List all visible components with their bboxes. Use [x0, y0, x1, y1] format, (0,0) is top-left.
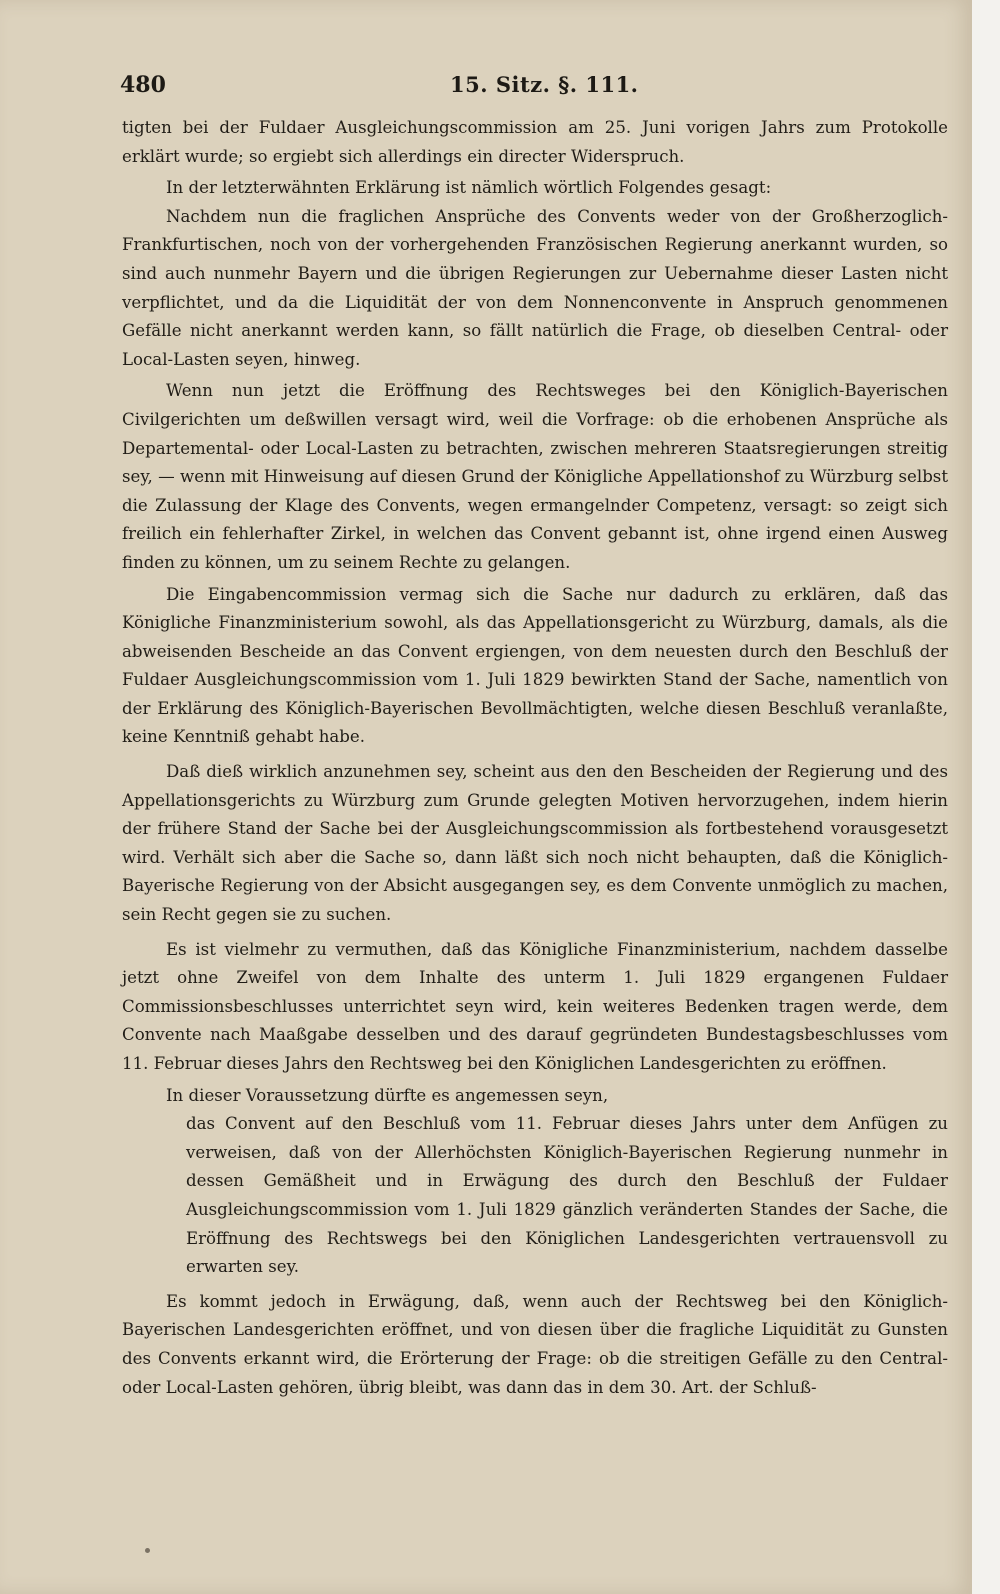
paragraph-10: Es kommt jedoch in Erwägung, daß, wenn auch der Rechtsweg bei den Königlich-Bayerischen Landesgerichten eröffnet, und von diesen über die fragliche Liquidität zu Gunsten des Convents erkannt wird, die Erörterung der Frage: ob die streitigen Gefälle zu den Central- oder Local-Lasten gehören, übrig bleibt, was dann das in dem 30. Art. der Schluß- — [122, 1291, 948, 1397]
page-number: 480 — [120, 72, 166, 98]
paragraph-9-proposal: das Convent auf den Beschluß vom 11. Februar dieses Jahrs unter dem Anfügen zu verweisen, daß von der Allerhöchsten Königlich-Bayerischen Regierung nunmehr in dessen Gemäßheit und in Erwägung des durch den Beschluß der Fuldaer Ausgleichungscommission vom 1. Juli 1829 gänzlich veränderten Standes der Sache, die Eröffnung des Rechtswegs bei den Königlichen Landesgerichten vertrauensvoll zu erwarten sey. — [186, 1114, 948, 1277]
paragraph-8: In dieser Voraussetzung dürfte es angemessen seyn, — [166, 1085, 609, 1105]
running-head: 15. Sitz. §. 111. — [450, 72, 639, 97]
body-text — [122, 114, 948, 1402]
paragraph-3-quote: Nachdem nun die fraglichen Ansprüche des Convents weder von der Großherzoglich-Frankfurtischen, noch von der vorhergehenden Französischen Regierung anerkannt wurden, so sind auch nunmehr Bayern und die übrigen Regierungen zur Uebernahme dieser Lasten nicht verpflichtet, und da die Liquidität der von dem Nonnenconvente in Anspruch genommenen Gefälle nicht anerkannt werden kann, so fällt natürlich die Frage, ob dieselben Central- oder Local-Lasten seyen, hinweg. — [122, 206, 948, 369]
paragraph-5: Die Eingabencommission vermag sich die Sache nur dadurch zu erklären, daß das Königliche Finanzministerium sowohl, als das Appellationsgericht zu Würzburg, damals, als die abweisenden Bescheide an das Convent ergiengen, von dem neuesten durch den Beschluß der Fuldaer Ausgleichungscommission vom 1. Juli 1829 bewirkten Stand der Sache, namentlich von der Erklärung des Königlich-Bayerischen Bevollmächtigten, welche diesen Beschluß veranlaßte, keine Kenntniß gehabt habe. — [122, 584, 948, 747]
paragraph-1: tigten bei der Fuldaer Ausgleichungscommission am 25. Juni vorigen Jahrs zum Protokolle erklärt wurde; so ergiebt sich allerdings ein directer Widerspruch. — [122, 118, 948, 166]
page-margin — [972, 0, 1000, 1594]
paragraph-6: Daß dieß wirklich anzunehmen sey, scheint aus den den Bescheiden der Regierung und des Appellationsgerichts zu Würzburg zum Grunde gelegten Motiven hervorzugehen, indem hierin der frühere Stand der Sache bei der Ausgleichungscommission als fortbestehend vorausgesetzt wird. Verhält sich aber die Sache so, dann läßt sich noch nicht behaupten, daß die Königlich-Bayerische Regierung von der Absicht ausgegangen sey, es dem Convente unmöglich zu machen, sein Recht gegen sie zu suchen. — [122, 762, 948, 925]
paragraph-2: In der letzterwähnten Erklärung ist nämlich wörtlich Folgendes gesagt: — [166, 178, 772, 198]
paragraph-7: Es ist vielmehr zu vermuthen, daß das Königliche Finanzministerium, nachdem dasselbe jetzt ohne Zweifel von dem Inhalte des unterm 1. Juli 1829 ergangenen Fuldaer Commissionsbeschlusses unterrichtet seyn wird, kein weiteres Bedenken tragen werde, dem Convente nach Maaßgabe desselben und des darauf gegründeten Bundestagsbeschlusses vom 11. Februar dieses Jahrs den Rechtsweg bei den Königlichen Landesgerichten zu eröffnen. — [122, 939, 948, 1073]
paragraph-4: Wenn nun jetzt die Eröffnung des Rechtsweges bei den Königlich-Bayerischen Civilgerichten um deßwillen versagt wird, weil die Vorfrage: ob die erhobenen Ansprüche als Departemental- oder Local-Lasten zu betrachten, zwischen mehreren Staatsregierungen streitig sey, — wenn mit Hinweisung auf diesen Grund der Königliche Appellationshof zu Würzburg selbst die Zulassung der Klage des Convents, wegen ermangelnder Competenz, versagt: so zeigt sich freilich ein fehlerhafter Zirkel, in welchen das Convent gebannt ist, ohne irgend einen Ausweg finden zu können, um zu seinem Rechte zu gelangen. — [122, 381, 948, 572]
page-header — [120, 68, 948, 108]
ink-speck — [145, 1548, 150, 1553]
